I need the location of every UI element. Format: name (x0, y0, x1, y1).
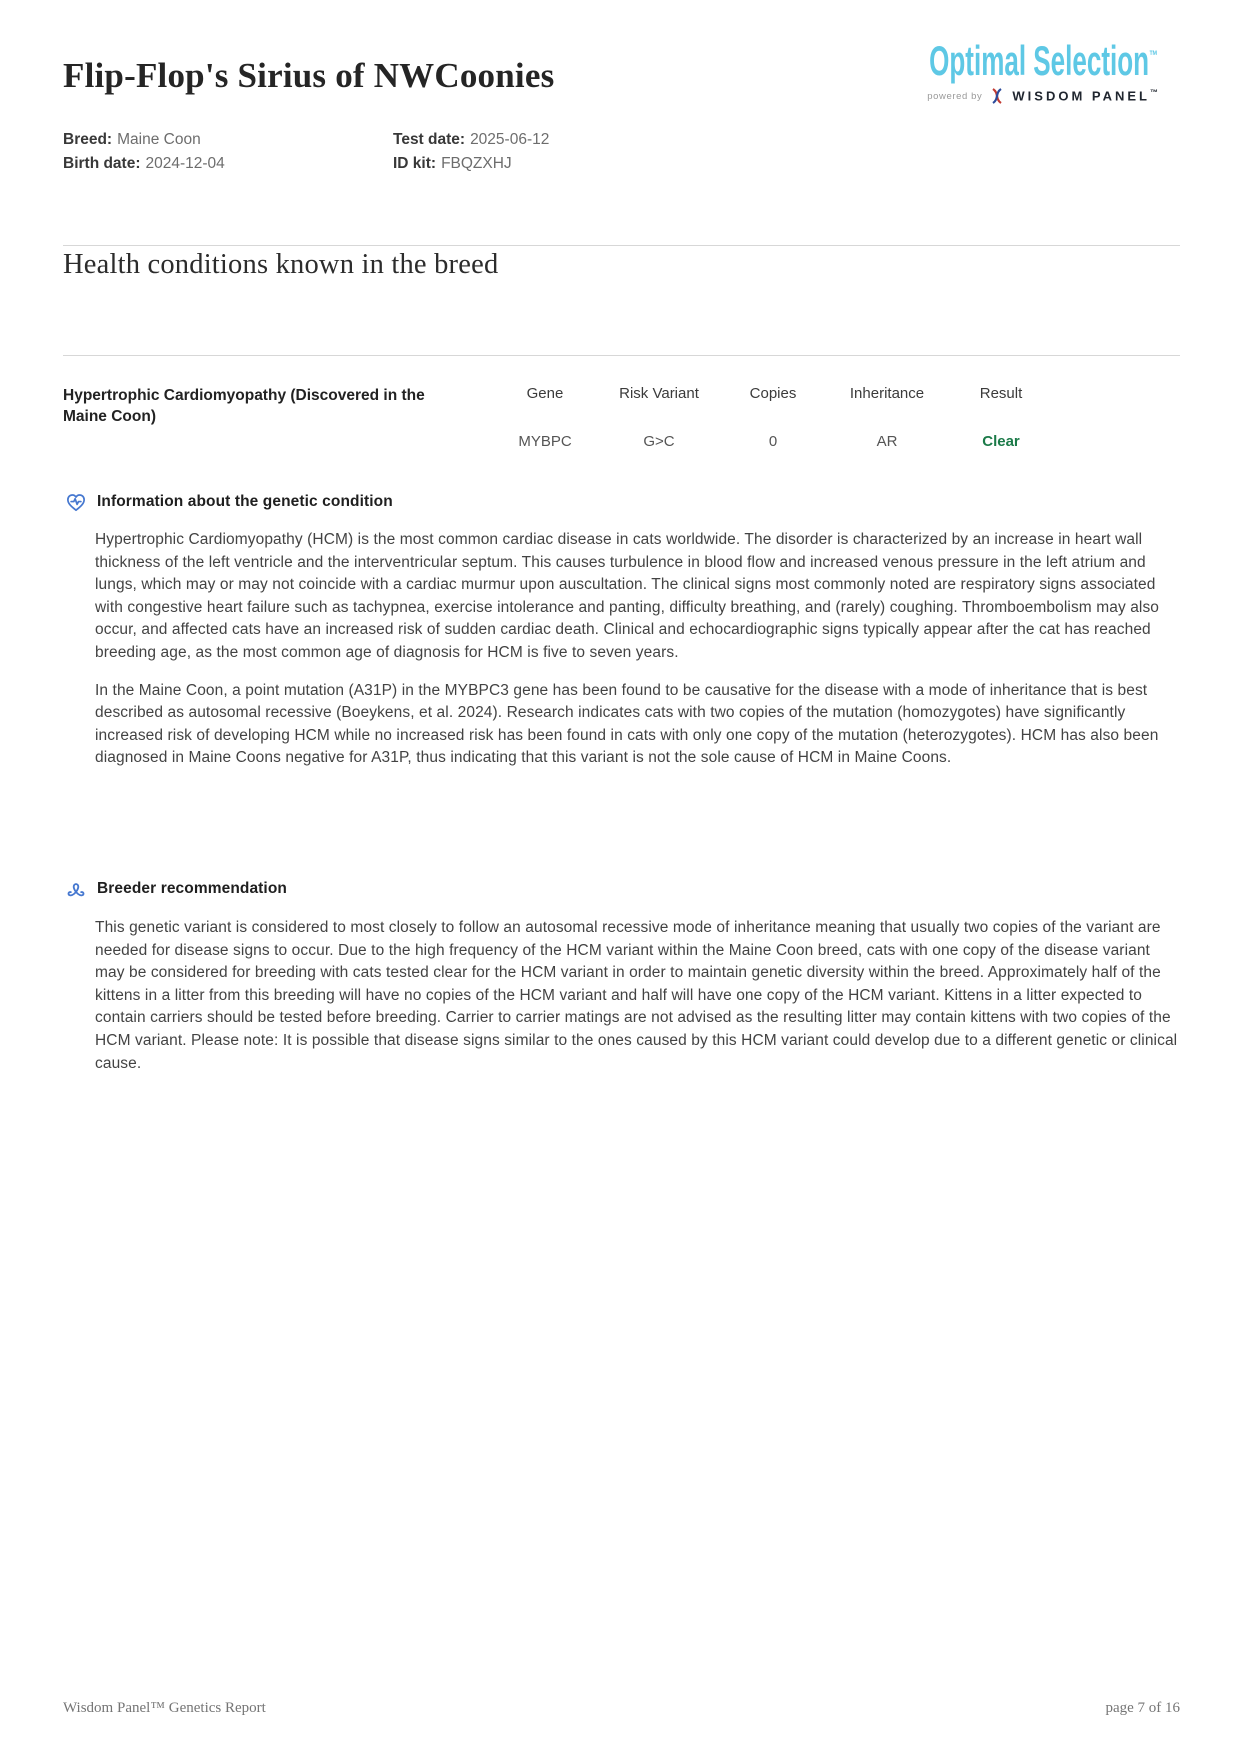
cell-risk-variant: G>C (643, 433, 675, 450)
test-date-label: Test date: (393, 131, 466, 148)
column-header-gene: Gene (526, 385, 564, 402)
breeder-section-heading (63, 876, 287, 902)
section-heading: Health conditions known in the breed (63, 249, 499, 280)
breeder-section-body (95, 917, 1180, 1090)
info-paragraph: In the Maine Coon, a point mutation (A31P) in the MYBPC3 gene has been found to be causative for the disease with a mode of inheritance that is best described as autosomal recessive (Boeykens, et al. 2024). Research indicates cats with two copies of the mutation (homozygotes) have significantly increased risk of developing HCM while no increased risk has been found in cats with only one copy of the mutation (heterozygotes). HCM has also been diagnosed in Maine Coons negative for A31P, thus indicating that this variant is not the sole cause of HCM in Maine Coons. (95, 681, 1159, 767)
result-status-badge: Clear (982, 433, 1020, 450)
divider (63, 355, 1180, 356)
id-kit-value: FBQZXHJ (441, 155, 512, 172)
page-title: Flip-Flop's Sirius of NWCoonies (63, 56, 555, 95)
brand-text: Optimal Selection (929, 37, 1150, 84)
test-date-value: 2025-06-12 (470, 131, 550, 148)
breeder-paragraph: This genetic variant is considered to most closely to follow an autosomal recessive mode of inheritance meaning that usually two copies of the variant are needed for disease signs to occur. Due to the high frequency of the HCM variant within the Maine Coon breed, cats with one copy of the disease variant may be considered for breeding with cats tested clear for the HCM variant in order to maintain genetic diversity within the breed. Approximately half of the kittens in a litter from this breeding will have no copies of the HCM variant and half will have one copy of the HCM variant. Kittens in a litter expected to contain carriers should be tested before breeding. Carrier to carrier matings are not advised as the resulting litter may contain kittens with two copies of the HCM variant. Please note: It is possible that disease signs similar to the ones caused by this HCM variant could develop due to a different genetic or clinical cause. (95, 919, 1178, 1072)
id-kit-label: ID kit: (393, 155, 437, 172)
condition-table (63, 385, 1180, 450)
footer-report-name: Wisdom Panel™ Genetics Report (63, 1700, 266, 1716)
birth-date-value: 2024-12-04 (145, 155, 225, 172)
breeder-section-title: Breeder recommendation (97, 880, 287, 897)
trademark-symbol: ™ (1149, 47, 1158, 63)
powered-by-row (789, 88, 1158, 104)
info-section-title: Information about the genetic condition (97, 493, 393, 510)
test-date-field (393, 131, 549, 149)
condition-columns (488, 385, 1058, 450)
ribbon-icon (63, 876, 89, 902)
birth-date-label: Birth date: (63, 155, 141, 172)
dna-icon (989, 88, 1005, 104)
heart-pulse-icon (63, 489, 89, 515)
trademark-symbol: ™ (1150, 88, 1158, 98)
brand-logo (789, 37, 1158, 104)
pet-info-grid (63, 131, 549, 173)
breed-field (63, 131, 393, 149)
id-kit-field (393, 155, 549, 173)
column-header-inheritance: Inheritance (849, 385, 925, 402)
breed-label: Breed: (63, 131, 113, 148)
cell-copies: 0 (768, 433, 778, 450)
optimal-selection-wordmark (929, 37, 1158, 84)
cell-inheritance: AR (876, 433, 898, 450)
breed-value: Maine Coon (117, 131, 201, 148)
info-section-heading (63, 489, 393, 515)
divider (63, 245, 1180, 246)
info-paragraph: Hypertrophic Cardiomyopathy (HCM) is the most common cardiac disease in cats worldwide. The disorder is characterized by an increase in heart wall thickness of the left ventricle and the interventricular septum. This causes turbulence in blood flow and increased venous pressure in the left atrium and lungs, which may or may not coincide with a cardiac murmur upon auscultation. The clinical signs most commonly noted are respiratory signs associated with congestive heart failure such as tachypnea, exercise intolerance and panting, difficulty breathing, and (rarely) coughing. Thromboembolism may also occur, and affected cats have an increased risk of sudden cardiac death. Clinical and echocardiographic signs typically appear after the cat has reached breeding age, as the most common age of diagnosis for HCM is five to seven years. (95, 531, 1160, 661)
page-footer (63, 1700, 1180, 1717)
column-inheritance (830, 385, 944, 450)
column-header-risk-variant: Risk Variant (619, 385, 699, 402)
footer-page-number: page 7 of 16 (1105, 1700, 1180, 1716)
wisdom-panel-wordmark (1012, 88, 1158, 103)
column-header-result: Result (979, 385, 1023, 402)
column-result (944, 385, 1058, 450)
birth-date-field (63, 155, 393, 173)
column-risk-variant (602, 385, 716, 450)
column-copies (716, 385, 830, 450)
info-section-body (95, 529, 1180, 785)
condition-name: Hypertrophic Cardiomyopathy (Discovered in the Maine Coon) (63, 387, 425, 425)
column-gene (488, 385, 602, 450)
powered-by-label: powered by (927, 90, 983, 102)
partner-text: WISDOM PANEL (1012, 88, 1150, 104)
cell-gene: MYBPC (518, 433, 572, 450)
column-header-copies: Copies (749, 385, 797, 402)
